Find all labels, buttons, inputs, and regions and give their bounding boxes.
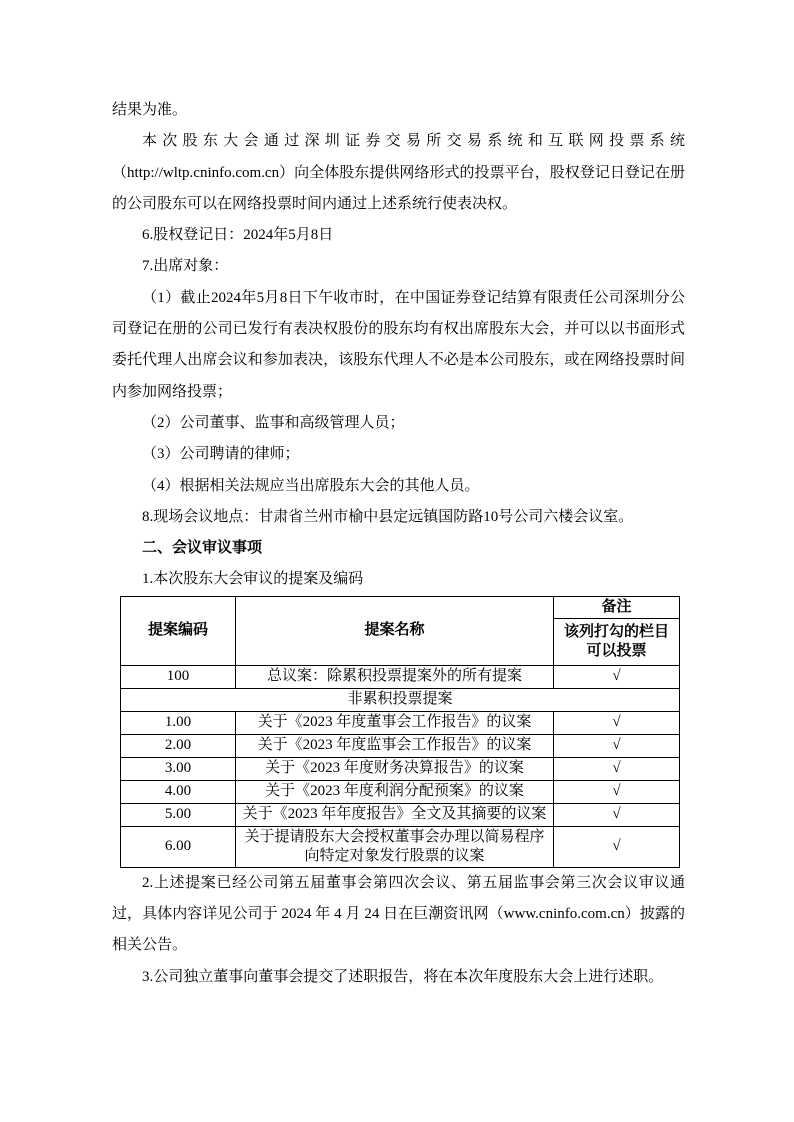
item-7-2-directors: （2）公司董事、监事和高级管理人员； (142, 414, 405, 431)
section-2-heading: 二、会议审议事项 (142, 540, 263, 557)
table-row (121, 803, 680, 826)
table-row (121, 734, 680, 757)
cell-check: √ (554, 665, 680, 688)
item-6-record-date: 6.股权登记日：2024年5月8日 (142, 227, 334, 244)
cell-code: 2.00 (121, 734, 236, 757)
item-7-4-others: （4）根据相关法规应当出席股东大会的其他人员。 (142, 477, 480, 494)
item-7-3-lawyers: （3）公司聘请的律师； (142, 446, 300, 463)
section-2-item-1: 1.本次股东大会审议的提案及编码 (142, 571, 364, 588)
table-row-general (121, 665, 680, 688)
section-2-item-3: 3.公司独立董事向董事会提交了述职报告，将在本次年度股东大会上进行述职。 (142, 968, 664, 985)
table-row (121, 757, 680, 780)
table-row (121, 826, 680, 867)
cell-code: 1.00 (121, 711, 236, 734)
header-cell-proposal-code: 提案编码 (121, 596, 236, 665)
cell-name: 关于《2023 年度董事会工作报告》的议案 (236, 711, 554, 734)
cell-check: √ (554, 734, 680, 757)
header-cell-proposal-name: 提案名称 (236, 596, 554, 665)
item-7-1-shareholders: （1）截止2024年5月8日下午收市时，在中国证券登记结算有限责任公司深圳分公司登记在册的公司已发行有表决权股份的股东均有权出席股东大会，并可以以书面形式委托代理人出席会议和参加表决，该股东代理人不必是本公司股东，或在网络投票时间内参加网络投票； (112, 289, 685, 400)
cell-check: √ (554, 711, 680, 734)
cell-name: 关于《2023 年度利润分配预案》的议案 (236, 780, 554, 803)
cell-code: 4.00 (121, 780, 236, 803)
cell-name: 关于提请股东大会授权董事会办理以简易程序向特定对象发行股票的议案 (236, 826, 554, 867)
cell-name: 关于《2023 年度财务决算报告》的议案 (236, 757, 554, 780)
table-row (121, 780, 680, 803)
section-2-item-2: 2.上述提案已经公司第五届董事会第四次会议、第五届监事会第三次会议审议通过，具体内容详见公司于 2024 年 4 月 24 日在巨潮资讯网（www.cninfo.com.cn）披露的相关公告。 (112, 874, 685, 954)
table-section-row (121, 688, 680, 711)
cell-check: √ (554, 757, 680, 780)
cell-code: 3.00 (121, 757, 236, 780)
cell-code: 100 (121, 665, 236, 688)
paragraph-result-continuation: 结果为准。 (112, 102, 188, 118)
item-8-venue: 8.现场会议地点：甘肃省兰州市榆中县定远镇国防路10号公司六楼会议室。 (142, 508, 634, 525)
cell-name: 关于《2023 年年度报告》全文及其摘要的议案 (236, 803, 554, 826)
proposal-table (120, 596, 680, 868)
paragraph-network-voting: 本次股东大会通过深圳证券交易所交易系统和互联网投票系统（http://wltp.cninfo.com.cn）向全体股东提供网络形式的投票平台，股权登记日登记在册的公司股东可以在网络投票时间内通过上述系统行使表决权。 (112, 133, 685, 212)
header-cell-remark: 备注 (554, 596, 680, 618)
cell-code: 6.00 (121, 826, 236, 867)
cell-name: 关于《2023 年度监事会工作报告》的议案 (236, 734, 554, 757)
cell-check: √ (554, 803, 680, 826)
table-row (121, 711, 680, 734)
section-label-non-cumulative: 非累积投票提案 (121, 688, 680, 711)
cell-code: 5.00 (121, 803, 236, 826)
cell-check: √ (554, 826, 680, 867)
cell-name: 总议案：除累积投票提案外的所有提案 (236, 665, 554, 688)
header-cell-remark-sub: 该列打勾的栏目可以投票 (554, 618, 680, 665)
cell-check: √ (554, 780, 680, 803)
table-header-row (121, 596, 680, 618)
item-7-attendees: 7.出席对象： (142, 258, 229, 275)
